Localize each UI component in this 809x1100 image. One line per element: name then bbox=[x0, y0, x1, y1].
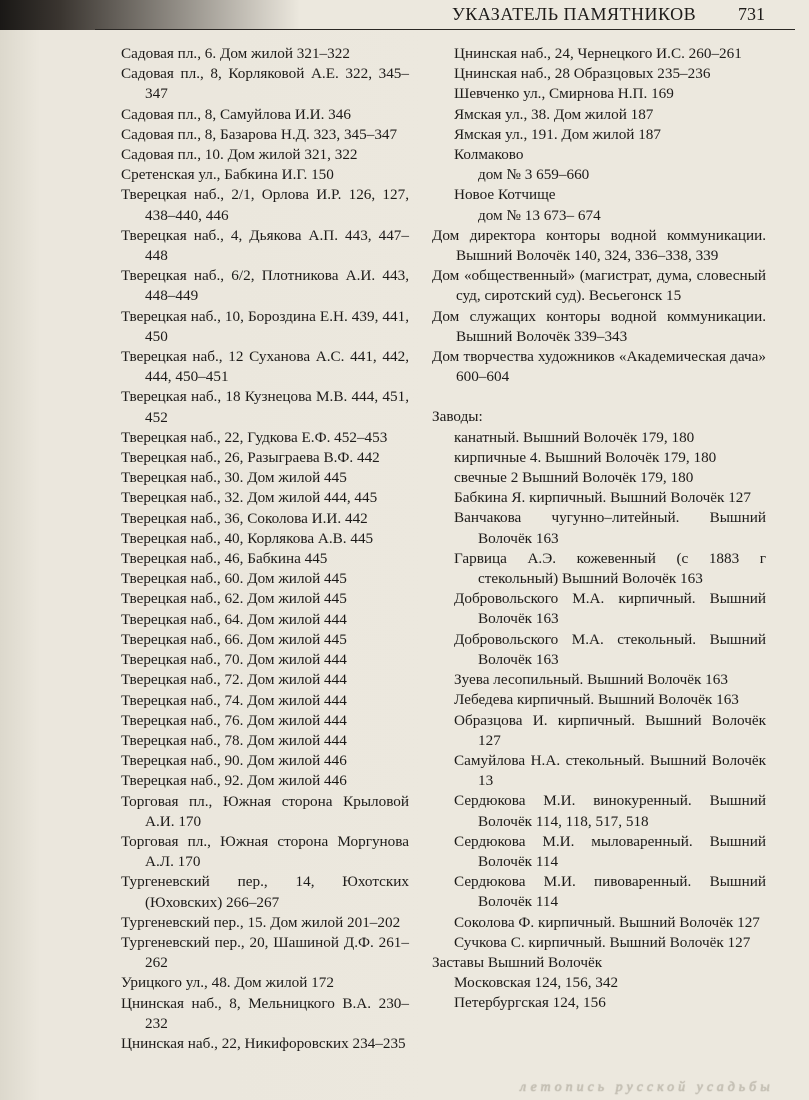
index-entry: Ямская ул., 191. Дом жилой 187 bbox=[454, 125, 661, 143]
index-entry: Дом служащих конторы водной коммуникации. Вышний Волочёк 339–343 bbox=[432, 307, 766, 345]
index-entry: дом № 13 673– 674 bbox=[478, 206, 601, 224]
index-entry: Садовая пл., 8, Самуйлова И.И. 346 bbox=[121, 105, 351, 123]
factory-entry: Бабкина Я. кирпичный. Вышний Волочёк 127 bbox=[454, 489, 751, 507]
index-entry: Тверецкая наб., 40, Корлякова А.В. 445 bbox=[121, 529, 374, 547]
factory-entry: Сердюкова М.И. пивоваренный. Вышний Волочёк 114 bbox=[454, 873, 766, 911]
place-heading-kotchishche: Новое Котчище bbox=[454, 186, 556, 204]
place-heading-kolmakovo: Колмаково bbox=[454, 146, 524, 164]
index-entry: Тверецкая наб., 6/2, Плотникова А.И. 443, 448–449 bbox=[121, 267, 409, 305]
index-entry: Дом директора конторы водной коммуникации. Вышний Волочёк 140, 324, 336–338, 339 bbox=[432, 226, 766, 265]
index-entry: Ямская ул., 38. Дом жилой 187 bbox=[454, 105, 654, 123]
index-entry: Тверецкая наб., 66. Дом жилой 445 bbox=[121, 630, 347, 648]
index-entry: Урицкого ул., 48. Дом жилой 172 bbox=[121, 974, 334, 992]
index-entry: Тверецкая наб., 12 Суханова А.С. 441, 442, 444, 450–451 bbox=[121, 348, 409, 386]
factory-entry: кирпичные 4. Вышний Волочёк 179, 180 bbox=[454, 448, 717, 466]
index-entry: Цнинская наб., 24, Чернецкого И.С. 260–261 bbox=[454, 45, 742, 62]
factory-entry: Ванчакова чугунно–литейный. Вышний Волочёк 163 bbox=[454, 509, 766, 547]
index-entry: Тверецкая наб., 62. Дом жилой 445 bbox=[121, 590, 347, 608]
factory-entry: Соколова Ф. кирпичный. Вышний Волочёк 127 bbox=[454, 913, 760, 931]
index-entry: Торговая пл., Южная сторона Крыловой А.И. 170 bbox=[121, 792, 409, 830]
factories-heading: Заводы: bbox=[432, 408, 483, 426]
index-entry: Тверецкая наб., 72. Дом жилой 444 bbox=[121, 671, 347, 689]
index-entry: Шевченко ул., Смирнова Н.П. 169 bbox=[454, 85, 674, 103]
index-entry: Тверецкая наб., 2/1, Орлова И.Р. 126, 127, 438–440, 446 bbox=[121, 186, 409, 224]
index-entry: Тверецкая наб., 18 Кузнецова М.В. 444, 451, 452 bbox=[121, 388, 409, 426]
index-entry: Тверецкая наб., 4, Дьякова А.П. 443, 447–448 bbox=[121, 226, 409, 265]
index-entry: Тверецкая наб., 74. Дом жилой 444 bbox=[121, 691, 347, 709]
index-entry: Тверецкая наб., 60. Дом жилой 445 bbox=[121, 570, 347, 588]
right-column bbox=[432, 44, 766, 1014]
footer-watermark: летопись русской усадьбы bbox=[520, 1080, 774, 1095]
index-entry: Тверецкая наб., 30. Дом жилой 445 bbox=[121, 469, 347, 487]
index-entry: Дом «общественный» (магистрат, дума, словесный суд, сиротский суд). Весьегонск 15 bbox=[432, 267, 766, 305]
index-entry: Тургеневский пер., 14, Юхотских (Юховских) 266–267 bbox=[121, 873, 409, 911]
index-entry: Тверецкая наб., 26, Разыграева В.Ф. 442 bbox=[121, 449, 380, 467]
index-entry: Цнинская наб., 8, Мельницкого В.А. 230–232 bbox=[121, 994, 409, 1032]
section-title: УКАЗАТЕЛЬ ПАМЯТНИКОВ bbox=[452, 4, 697, 24]
index-entry: Тверецкая наб., 32. Дом жилой 444, 445 bbox=[121, 489, 378, 507]
index-entry: Сретенская ул., Бабкина И.Г. 150 bbox=[121, 166, 334, 184]
index-entry: Садовая пл., 6. Дом жилой 321–322 bbox=[121, 45, 350, 62]
index-entry: Садовая пл., 8, Базарова Н.Д. 323, 345–347 bbox=[121, 125, 398, 143]
index-entry: Дом творчества художников «Академическая дача» 600–604 bbox=[432, 348, 766, 386]
factory-entry: Сердюкова М.И. мыловаренный. Вышний Волочёк 114 bbox=[454, 832, 766, 870]
index-entry: Тверецкая наб., 10, Бороздина Е.Н. 439, 441, 450 bbox=[121, 307, 409, 345]
factory-entry: Лебедева кирпичный. Вышний Волочёк 163 bbox=[454, 691, 739, 709]
factory-entry: Добровольского М.А. стекольный. Вышний Волочёк 163 bbox=[454, 630, 766, 668]
index-entry: Тверецкая наб., 76. Дом жилой 444 bbox=[121, 711, 347, 729]
factory-entry: Зуева лесопильный. Вышний Волочёк 163 bbox=[454, 671, 728, 689]
index-entry: Тургеневский пер., 20, Шашиной Д.Ф. 261–262 bbox=[121, 933, 409, 972]
index-entry: Садовая пл., 8, Корляковой А.Е. 322, 345–347 bbox=[121, 65, 409, 103]
index-entry: Тверецкая наб., 46, Бабкина 445 bbox=[121, 550, 328, 568]
left-column bbox=[121, 44, 409, 1054]
index-entry: Тверецкая наб., 92. Дом жилой 446 bbox=[121, 772, 347, 790]
index-entry: Тверецкая наб., 36, Соколова И.И. 442 bbox=[121, 509, 368, 527]
index-entry: Тверецкая наб., 70. Дом жилой 444 bbox=[121, 651, 347, 669]
index-entry: дом № 3 659–660 bbox=[478, 166, 590, 184]
gate-entry: Московская 124, 156, 342 bbox=[454, 974, 619, 992]
factory-entry: Сучкова С. кирпичный. Вышний Волочёк 127 bbox=[454, 933, 751, 951]
page-number: 731 bbox=[738, 4, 765, 24]
index-entry: Тверецкая наб., 78. Дом жилой 444 bbox=[121, 731, 347, 749]
index-entry: Торговая пл., Южная сторона Моргунова А.Л. 170 bbox=[121, 832, 409, 871]
factory-entry: Образцова И. кирпичный. Вышний Волочёк 127 bbox=[454, 711, 766, 749]
index-entry: Тверецкая наб., 22, Гудкова Е.Ф. 452–453 bbox=[121, 428, 388, 446]
factory-entry: Сердюкова М.И. винокуренный. Вышний Волочёк 114, 118, 517, 518 bbox=[454, 792, 766, 830]
factory-entry: Добровольского М.А. кирпичный. Вышний Волочёк 163 bbox=[454, 590, 766, 628]
factory-entry: канатный. Вышний Волочёк 179, 180 bbox=[454, 428, 695, 446]
gates-heading: Заставы Вышний Волочёк bbox=[432, 953, 603, 971]
factory-entry: свечные 2 Вышний Волочёк 179, 180 bbox=[454, 469, 694, 487]
index-entry: Садовая пл., 10. Дом жилой 321, 322 bbox=[121, 146, 358, 164]
header-rule bbox=[95, 29, 795, 30]
index-entry: Тургеневский пер., 15. Дом жилой 201–202 bbox=[121, 913, 401, 931]
gate-entry: Петербургская 124, 156 bbox=[454, 994, 606, 1012]
factory-entry: Гарвица А.Э. кожевенный (с 1883 г стекольный) Вышний Волочёк 163 bbox=[454, 549, 766, 588]
index-entry: Тверецкая наб., 64. Дом жилой 444 bbox=[121, 610, 347, 628]
index-entry: Тверецкая наб., 90. Дом жилой 446 bbox=[121, 752, 347, 770]
index-entry: Цнинская наб., 22, Никифоровских 234–235 bbox=[121, 1034, 406, 1052]
factory-entry: Самуйлова Н.А. стекольный. Вышний Волочёк 13 bbox=[454, 751, 766, 790]
index-entry: Цнинская наб., 28 Образцовых 235–236 bbox=[454, 65, 711, 83]
